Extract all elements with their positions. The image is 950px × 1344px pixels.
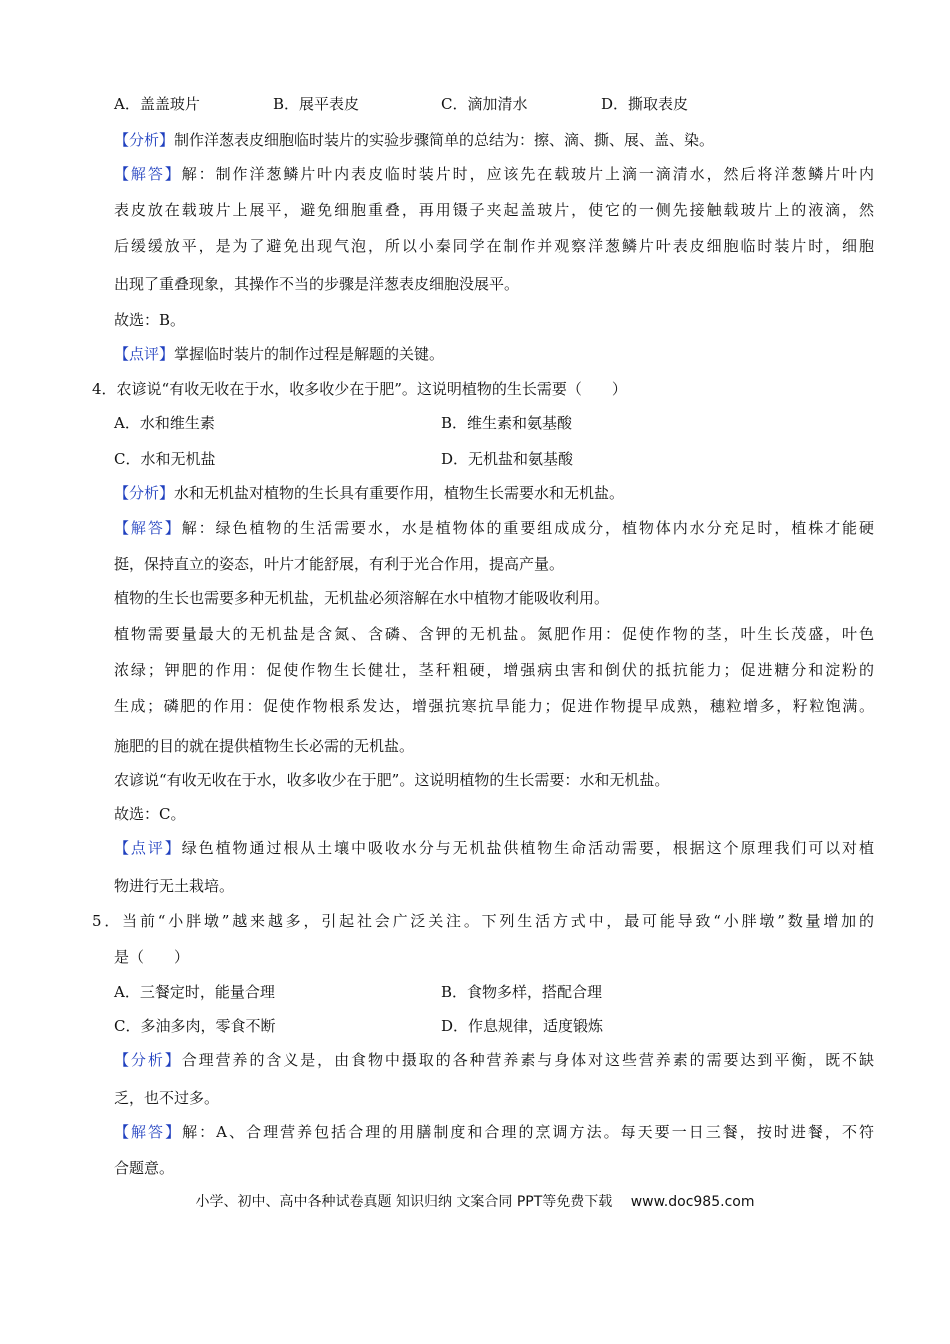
q4-answer-line-2: 挺，保持直立的姿态，叶片才能舒展，有利于光合作用，提高产量。 bbox=[114, 555, 565, 573]
q4-analysis-text: 水和无机盐对植物的生长具有重要作用，植物生长需要水和无机盐。 bbox=[174, 484, 625, 502]
q3-comment bbox=[114, 344, 874, 364]
page-footer: 小学、初中、高中各种试卷真题 知识归纳 文案合同 PPT等免费下载 www.doc985.com bbox=[195, 1194, 755, 1210]
q5-answer-text: 解：A、合理营养包括合理的用膳制度和合理的烹调方法。每天要一日三餐，按时进餐，不符 bbox=[182, 1123, 874, 1141]
analysis-tag: 【分析】 bbox=[114, 484, 175, 502]
q3-option-c: C．滴加清水 bbox=[441, 95, 528, 113]
q3-analysis bbox=[114, 130, 874, 150]
q5-option-c: C．多油多肉，零食不断 bbox=[114, 1017, 276, 1035]
q3-answer-line-3: 后缓缓放平，是为了避免出现气泡，所以小秦同学在制作并观察洋葱鳞片叶表皮细胞临时装片时，细胞 bbox=[114, 237, 874, 255]
q4-answer-line-7: 施肥的目的就在提供植物生长必需的无机盐。 bbox=[114, 737, 415, 755]
comment-tag: 【点评】 bbox=[114, 839, 182, 857]
q5-analysis-line-1 bbox=[114, 1050, 874, 1070]
q5-analysis-line-2: 乏，也不过多。 bbox=[114, 1089, 220, 1107]
answer-tag: 【解答】 bbox=[114, 1123, 183, 1141]
q3-answer-line-4: 出现了重叠现象，其操作不当的步骤是洋葱表皮细胞没展平。 bbox=[114, 275, 520, 293]
q5-option-b: B．食物多样，搭配合理 bbox=[441, 983, 603, 1001]
q3-answer-line-2: 表皮放在载玻片上展平，避免细胞重叠，再用镊子夹起盖玻片，使它的一侧先接触载玻片上的液滴，然 bbox=[114, 201, 874, 219]
q5-option-a: A．三餐定时，能量合理 bbox=[114, 983, 275, 1001]
q3-option-b: B．展平表皮 bbox=[273, 95, 360, 113]
answer-tag: 【解答】 bbox=[114, 165, 182, 183]
q4-answer-text: 解：绿色植物的生活需要水，水是植物体的重要组成成分，植物体内水分充足时，植株才能硬 bbox=[181, 519, 874, 537]
q4-comment-line-2: 物进行无土栽培。 bbox=[114, 877, 235, 895]
q4-answer-line-3: 植物的生长也需要多种无机盐，无机盐必须溶解在水中植物才能吸收利用。 bbox=[114, 589, 610, 607]
q4-option-d: D．无机盐和氨基酸 bbox=[441, 450, 574, 468]
q4-analysis bbox=[114, 483, 874, 503]
q4-comment-line-1 bbox=[114, 838, 874, 858]
q3-option-d: D．撕取表皮 bbox=[601, 95, 689, 113]
q3-option-a: A．盖盖玻片 bbox=[114, 95, 200, 113]
q4-answer-line-6: 生成；磷肥的作用：促使作物根系发达，增强抗寒抗旱能力；促进作物提早成熟，穗粒增多，籽粒饱满。 bbox=[114, 697, 874, 715]
q5-answer-line-1 bbox=[114, 1122, 874, 1142]
q3-comment-text: 掌握临时装片的制作过程是解题的关键。 bbox=[174, 345, 445, 363]
q4-answer-line-4: 植物需要量最大的无机盐是含氮、含磷、含钾的无机盐。氮肥作用：促使作物的茎，叶生长茂盛，叶色 bbox=[114, 625, 874, 643]
q5-option-d: D．作息规律，适度锻炼 bbox=[441, 1017, 604, 1035]
q3-answer-line-1 bbox=[114, 164, 874, 184]
analysis-tag: 【分析】 bbox=[114, 131, 175, 149]
q4-choice: 故选：C。 bbox=[114, 805, 186, 823]
q4-comment-text: 绿色植物通过根从土壤中吸收水分与无机盐供植物生命活动需要，根据这个原理我们可以对植 bbox=[181, 839, 874, 857]
q3-answer-text: 解：制作洋葱鳞片叶内表皮临时装片时，应该先在载玻片上滴一滴清水，然后将洋葱鳞片叶内 bbox=[181, 165, 874, 183]
q5-analysis-text: 合理营养的含义是，由食物中摄取的各种营养素与身体对这些营养素的需要达到平衡，既不缺 bbox=[181, 1051, 874, 1069]
q5-stem-line-2: 是（ ） bbox=[114, 948, 190, 966]
q3-choice: 故选：B。 bbox=[114, 311, 186, 329]
comment-tag: 【点评】 bbox=[114, 345, 175, 363]
q5-answer-line-2: 合题意。 bbox=[114, 1159, 175, 1177]
q5-stem-line-1: 5．当前“小胖墩”越来越多，引起社会广泛关注。下列生活方式中，最可能导致“小胖墩”数量增加的 bbox=[92, 912, 874, 930]
q4-answer-line-1 bbox=[114, 518, 874, 538]
q4-option-b: B．维生素和氨基酸 bbox=[441, 414, 573, 432]
q4-option-a: A．水和维生素 bbox=[114, 414, 215, 432]
answer-tag: 【解答】 bbox=[114, 519, 182, 537]
q3-analysis-text: 制作洋葱表皮细胞临时装片的实验步骤简单的总结为：擦、滴、撕、展、盖、染。 bbox=[174, 131, 715, 149]
analysis-tag: 【分析】 bbox=[114, 1051, 182, 1069]
q4-stem: 4．农谚说“有收无收在于水，收多收少在于肥”。这说明植物的生长需要（ ） bbox=[92, 380, 627, 398]
q4-answer-line-8: 农谚说“有收无收在于水，收多收少在于肥”。这说明植物的生长需要：水和无机盐。 bbox=[114, 771, 670, 789]
q4-answer-line-5: 浓绿；钾肥的作用：促使作物生长健壮，茎秆粗硬，增强病虫害和倒伏的抵抗能力；促进糖分和淀粉的 bbox=[114, 661, 874, 679]
q4-option-c: C．水和无机盐 bbox=[114, 450, 216, 468]
